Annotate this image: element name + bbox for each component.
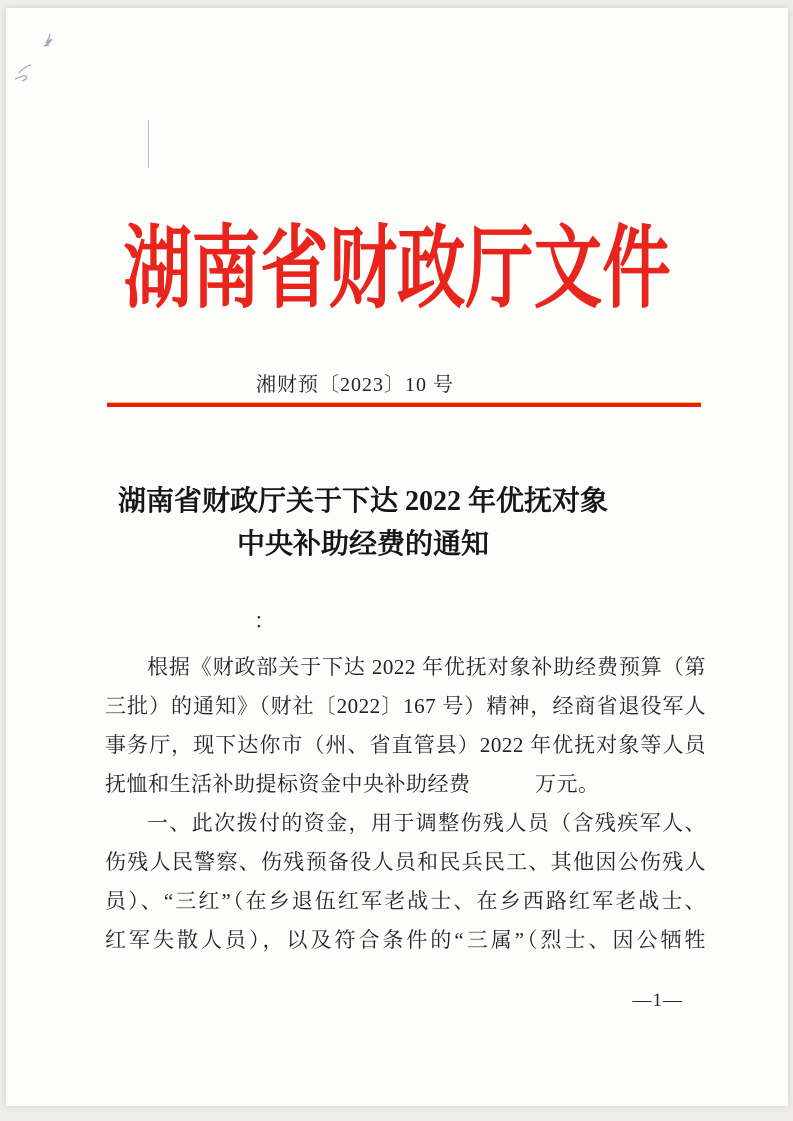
letterhead-title-text: 湖南省财政厅文件 (123, 220, 671, 319)
document-number: 湘财预〔2023〕10 号 (256, 374, 454, 396)
paragraph-1-line-2: 三批）的通知》（财社〔2022〕167 号）精神，经商省退役军人 (105, 694, 706, 718)
red-separator-rule (107, 402, 701, 407)
salutation-colon: ： (254, 609, 275, 633)
body-text (105, 648, 706, 960)
notice-title (105, 480, 621, 566)
paragraph-2-line-1: 一、此次拨付的资金，用于调整伤残人员（含残疾军人、 (147, 811, 706, 835)
vertical-fold-line-mark (148, 120, 149, 168)
paragraph-2-line-3: 员）、“三红”（在乡退伍红军老战士、在乡西路红军老战士、 (105, 889, 706, 913)
paragraph-2-line-2: 伤残人民警察、伤残预备役人员和民兵民工、其他因公伤残人 (105, 850, 706, 874)
paragraph-1-line-3: 事务厅，现下达你市（州、省直管县）2022 年优抚对象等人员 (105, 733, 706, 757)
paragraph-1-line-4: 抚恤和生活补助提标资金中央补助经费 万元。 (105, 772, 600, 796)
paragraph-2-line-4: 红军失散人员），以及符合条件的“三属”（烈士、因公牺牲 (105, 928, 706, 952)
document-page (6, 8, 788, 1106)
page-number: —1— (632, 990, 683, 1011)
paragraph-1-line-1: 根据《财政部关于下达 2022 年优抚对象补助经费预算（第 (147, 655, 706, 679)
pen-scribble-mark (6, 18, 76, 102)
notice-title-line-2: 中央补助经费的通知 (236, 529, 489, 560)
notice-title-line-1: 湖南省财政厅关于下达 2022 年优抚对象 (117, 486, 608, 517)
letterhead-title (6, 222, 788, 318)
